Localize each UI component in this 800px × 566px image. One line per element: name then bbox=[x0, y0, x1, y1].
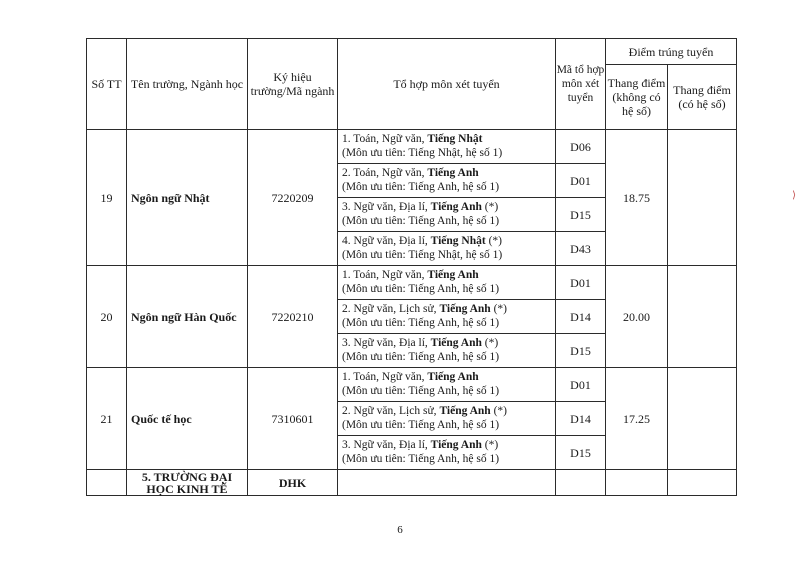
combo-code: D06 bbox=[556, 130, 606, 164]
header-code: Ký hiệu trường/Mã ngành bbox=[248, 39, 338, 130]
combo-priority: (Môn ưu tiên: Tiếng Nhật, hệ số 1) bbox=[342, 146, 503, 159]
program-score-coef bbox=[668, 130, 737, 266]
combo-priority: (Môn ưu tiên: Tiếng Anh, hệ số 1) bbox=[342, 418, 500, 431]
empty-cell bbox=[606, 470, 668, 496]
combo-main-subject: Tiếng Anh bbox=[430, 201, 482, 213]
program-name: Ngôn ngữ Nhật bbox=[127, 130, 248, 266]
edge-stamp-mark: ⟩ bbox=[792, 190, 796, 201]
combo-base: 2. Ngữ văn, Lịch sử, bbox=[342, 405, 440, 417]
header-score-40: Thang điểm (không có hệ số) bbox=[606, 65, 668, 130]
combo-priority: (Môn ưu tiên: Tiếng Anh, hệ số 1) bbox=[342, 384, 500, 397]
empty-cell bbox=[338, 470, 556, 496]
combo-line bbox=[342, 235, 555, 249]
combo-code: D14 bbox=[556, 402, 606, 436]
combo-subjects bbox=[338, 300, 556, 334]
combo-line bbox=[342, 133, 555, 147]
program-score-coef bbox=[668, 266, 737, 368]
combo-main-subject: Tiếng Anh bbox=[430, 337, 482, 349]
table-row bbox=[87, 266, 737, 300]
combo-main-subject: Tiếng Anh bbox=[439, 405, 491, 417]
combo-base: 3. Ngữ văn, Địa lí, bbox=[342, 337, 431, 349]
combo-line bbox=[342, 405, 555, 419]
section-stt bbox=[87, 470, 127, 496]
header-stt: Số TT bbox=[87, 39, 127, 130]
combo-base: 3. Ngữ văn, Địa lí, bbox=[342, 201, 431, 213]
program-name: Ngôn ngữ Hàn Quốc bbox=[127, 266, 248, 368]
combo-code: D15 bbox=[556, 198, 606, 232]
combo-line bbox=[342, 167, 555, 181]
program-stt: 20 bbox=[87, 266, 127, 368]
combo-line bbox=[342, 439, 555, 453]
combo-subjects bbox=[338, 436, 556, 470]
section-row bbox=[87, 470, 737, 496]
header-score: Điểm trúng tuyển bbox=[606, 39, 737, 65]
program-code: 7220210 bbox=[248, 266, 338, 368]
combo-base: 2. Ngữ văn, Lịch sử, bbox=[342, 303, 440, 315]
combo-base: 1. Toán, Ngữ văn, bbox=[342, 371, 428, 383]
combo-code: D01 bbox=[556, 266, 606, 300]
combo-note: (*) bbox=[490, 303, 507, 315]
combo-note: (*) bbox=[490, 405, 507, 417]
combo-base: 2. Toán, Ngữ văn, bbox=[342, 167, 428, 179]
combo-subjects bbox=[338, 130, 556, 164]
combo-line bbox=[342, 371, 555, 385]
combo-subjects bbox=[338, 198, 556, 232]
combo-code: D15 bbox=[556, 436, 606, 470]
combo-priority: (Môn ưu tiên: Tiếng Anh, hệ số 1) bbox=[342, 214, 500, 227]
empty-cell bbox=[556, 470, 606, 496]
program-score: 18.75 bbox=[606, 130, 668, 266]
combo-line bbox=[342, 201, 555, 215]
program-name: Quốc tế học bbox=[127, 368, 248, 470]
combo-subjects bbox=[338, 266, 556, 300]
combo-line bbox=[342, 337, 555, 351]
admission-table-sheet bbox=[86, 38, 737, 496]
section-code: DHK bbox=[248, 470, 338, 496]
combo-subjects bbox=[338, 164, 556, 198]
combo-main-subject: Tiếng Nhật bbox=[430, 235, 486, 247]
combo-base: 4. Ngữ văn, Địa lí, bbox=[342, 235, 431, 247]
table-row bbox=[87, 368, 737, 402]
combo-note: (*) bbox=[481, 439, 499, 451]
header-row bbox=[87, 39, 737, 65]
combo-subjects bbox=[338, 232, 556, 266]
combo-main-subject: Tiếng Anh bbox=[427, 167, 479, 179]
combo-subjects bbox=[338, 334, 556, 368]
header-name: Tên trường, Ngành học bbox=[127, 39, 248, 130]
program-score: 20.00 bbox=[606, 266, 668, 368]
combo-code: D01 bbox=[556, 164, 606, 198]
combo-priority: (Môn ưu tiên: Tiếng Anh, hệ số 1) bbox=[342, 316, 500, 329]
combo-code: D43 bbox=[556, 232, 606, 266]
admission-table bbox=[86, 38, 737, 496]
combo-priority: (Môn ưu tiên: Tiếng Anh, hệ số 1) bbox=[342, 350, 500, 363]
program-stt: 19 bbox=[87, 130, 127, 266]
page-number: 6 bbox=[397, 524, 403, 536]
combo-note: (*) bbox=[485, 235, 503, 247]
combo-main-subject: Tiếng Anh bbox=[427, 269, 479, 281]
section-name: 5. TRƯỜNG ĐẠI HỌC KINH TẾ bbox=[127, 470, 248, 496]
combo-base: 1. Toán, Ngữ văn, bbox=[342, 269, 428, 281]
combo-note: (*) bbox=[481, 337, 499, 349]
header-score-coef: Thang điểm (có hệ số) bbox=[668, 65, 737, 130]
combo-base: 1. Toán, Ngữ văn, bbox=[342, 133, 428, 145]
program-stt: 21 bbox=[87, 368, 127, 470]
program-code: 7310601 bbox=[248, 368, 338, 470]
program-score-coef bbox=[668, 368, 737, 470]
header-combo: Tổ hợp môn xét tuyển bbox=[338, 39, 556, 130]
combo-priority: (Môn ưu tiên: Tiếng Anh, hệ số 1) bbox=[342, 180, 500, 193]
combo-main-subject: Tiếng Anh bbox=[430, 439, 482, 451]
combo-main-subject: Tiếng Anh bbox=[427, 371, 479, 383]
combo-code: D15 bbox=[556, 334, 606, 368]
combo-code: D14 bbox=[556, 300, 606, 334]
program-code: 7220209 bbox=[248, 130, 338, 266]
combo-base: 3. Ngữ văn, Địa lí, bbox=[342, 439, 431, 451]
combo-priority: (Môn ưu tiên: Tiếng Nhật, hệ số 1) bbox=[342, 248, 503, 261]
combo-note: (*) bbox=[481, 201, 499, 213]
combo-line bbox=[342, 303, 555, 317]
combo-code: D01 bbox=[556, 368, 606, 402]
combo-line bbox=[342, 269, 555, 283]
combo-priority: (Môn ưu tiên: Tiếng Anh, hệ số 1) bbox=[342, 282, 500, 295]
table-row bbox=[87, 130, 737, 164]
combo-main-subject: Tiếng Nhật bbox=[427, 133, 483, 145]
empty-cell bbox=[668, 470, 737, 496]
combo-subjects bbox=[338, 368, 556, 402]
combo-main-subject: Tiếng Anh bbox=[439, 303, 491, 315]
header-combo-code: Mã tổ hợp môn xét tuyển bbox=[556, 39, 606, 130]
combo-priority: (Môn ưu tiên: Tiếng Anh, hệ số 1) bbox=[342, 452, 500, 465]
combo-subjects bbox=[338, 402, 556, 436]
program-score: 17.25 bbox=[606, 368, 668, 470]
